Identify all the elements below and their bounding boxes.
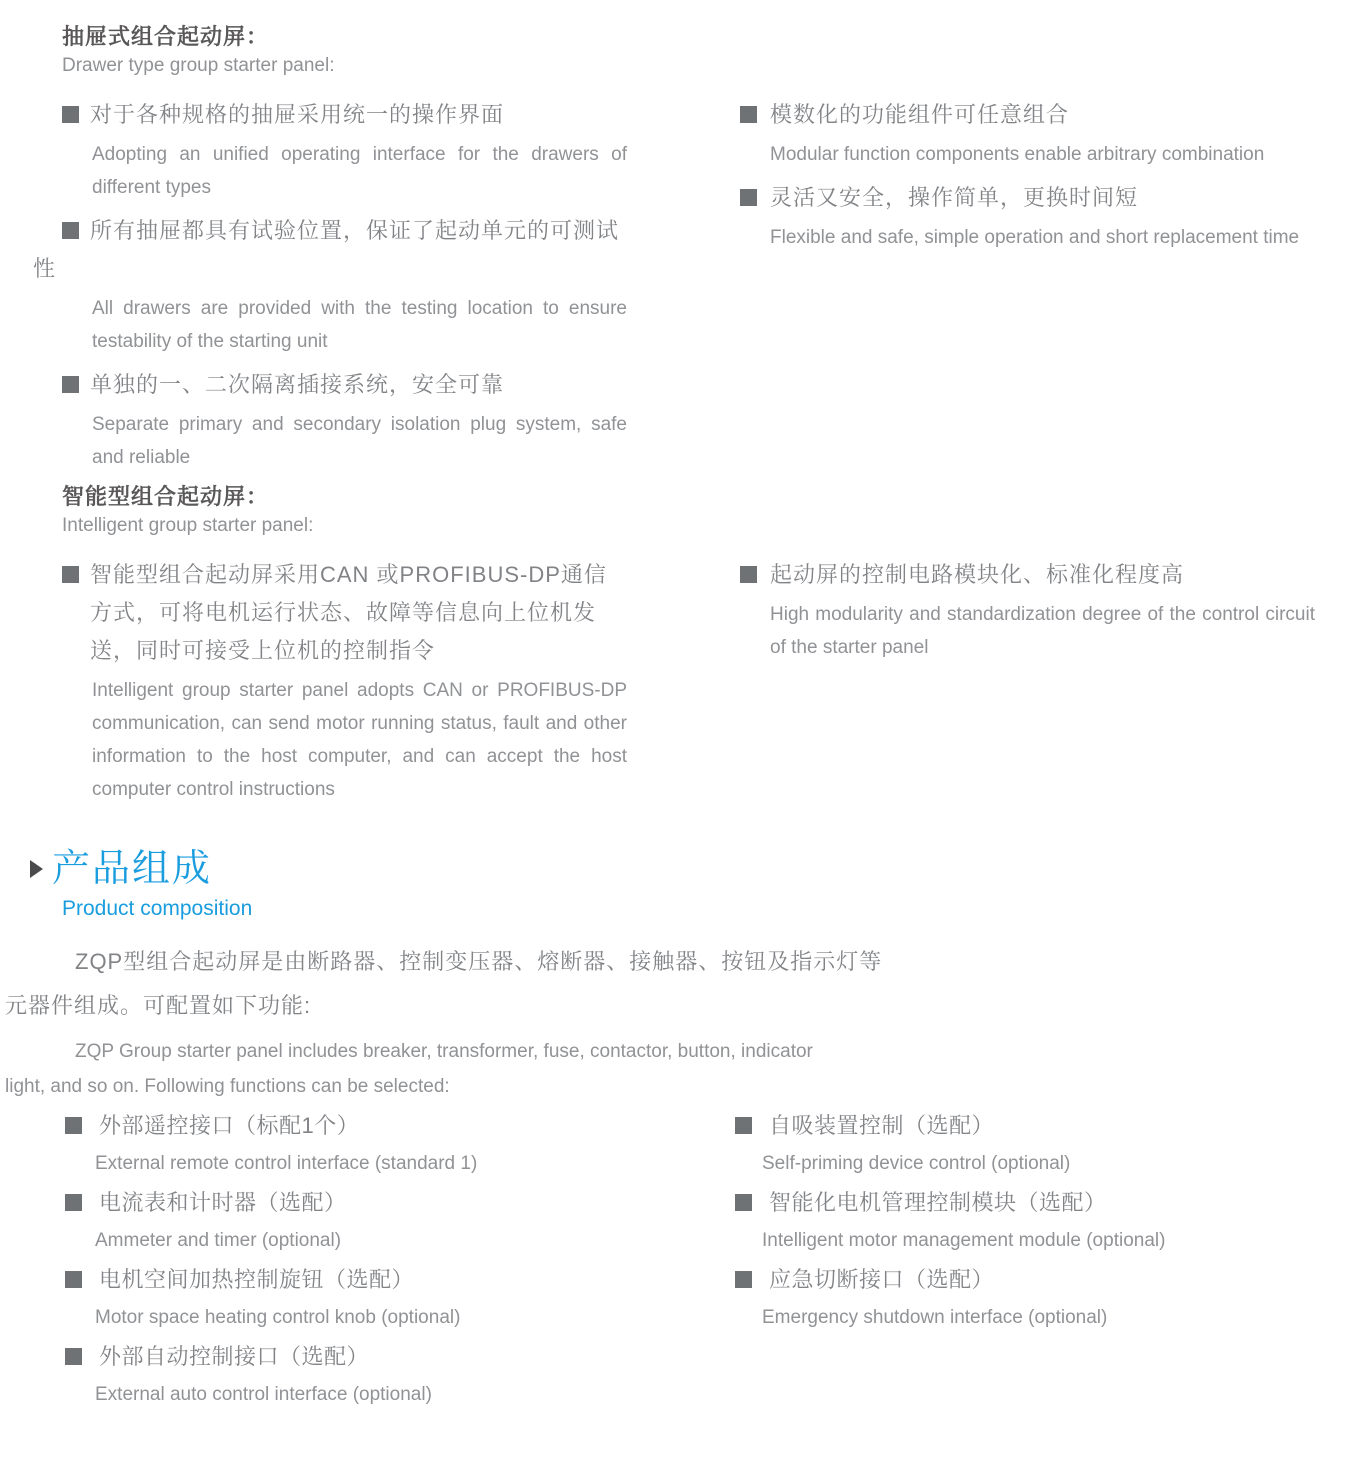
feature-text-en: Separate primary and secondary isolation plug system, safe and reliable xyxy=(92,414,627,468)
bullet-square-icon xyxy=(740,189,757,206)
bullet-square-icon xyxy=(740,566,757,583)
intro-en-line-2: light, and so on. Following functions can be selected: xyxy=(5,1076,450,1097)
feature-text-cn-value: 单独的一、二次隔离插接系统，安全可靠 xyxy=(90,372,505,397)
option-text-en: Motor space heating control knob (optional) xyxy=(95,1307,461,1328)
options-left-column xyxy=(65,1106,665,1414)
feature-item xyxy=(740,556,1315,664)
feature-item xyxy=(33,96,627,204)
option-text-en: Ammeter and timer (optional) xyxy=(95,1230,342,1251)
bullet-square-icon xyxy=(62,106,79,123)
section-intelligent xyxy=(0,482,1349,814)
intro-cn-line-2: 元器件组成。可配置如下功能: xyxy=(5,993,312,1018)
feature-item xyxy=(33,212,627,358)
feature-text-cn-value: 起动屏的控制电路模块化、标准化程度高 xyxy=(770,562,1185,587)
bullet-square-icon xyxy=(735,1117,752,1134)
bullet-square-icon xyxy=(65,1117,82,1134)
feature-text-cn xyxy=(740,556,1315,594)
option-text-cn-value: 应急切断接口（选配） xyxy=(769,1267,995,1292)
bullet-square-icon xyxy=(65,1194,82,1211)
feature-item xyxy=(33,366,627,474)
feature-text-cn xyxy=(740,179,1315,217)
feature-text-cn xyxy=(33,556,627,670)
option-text-cn-value: 电流表和计时器（选配） xyxy=(99,1190,347,1215)
composition-intro xyxy=(5,940,1349,1104)
option-item xyxy=(735,1183,1295,1260)
option-text-cn xyxy=(735,1106,1295,1145)
option-text-en: External remote control interface (standard 1) xyxy=(95,1153,478,1174)
option-text-cn-value: 外部自动控制接口（选配） xyxy=(99,1344,370,1369)
section-heading xyxy=(33,22,627,80)
bullet-square-icon xyxy=(62,222,79,239)
section-drawer-right-column xyxy=(740,22,1315,262)
section-intelligent-left-column xyxy=(33,482,627,814)
section-title-cn: 抽屉式组合起动屏： xyxy=(62,24,270,49)
option-text-cn xyxy=(735,1260,1295,1299)
bullet-square-icon xyxy=(65,1271,82,1288)
feature-text-en: High modularity and standardization degree of the control circuit of the starter panel xyxy=(770,604,1315,658)
feature-text-en: Intelligent group starter panel adopts CAN or PROFIBUS-DP communication, can send motor running status, fault and other information to the host computer, and can accept the host computer control instructions xyxy=(92,680,627,800)
option-text-cn xyxy=(65,1183,665,1222)
composition-title-en: Product composition xyxy=(62,897,253,920)
composition-option-lists xyxy=(0,1106,1349,1414)
feature-text-cn xyxy=(33,366,627,404)
section-drawer-type xyxy=(0,22,1349,482)
options-right-column xyxy=(735,1106,1295,1337)
option-text-cn-value: 外部遥控接口（标配1个） xyxy=(99,1113,360,1138)
intro-cn-line-1: ZQP型组合起动屏是由断路器、控制变压器、熔断器、接触器、按钮及指示灯等 xyxy=(75,949,883,974)
option-item xyxy=(735,1106,1295,1183)
composition-title-cn: 产品组成 xyxy=(52,848,213,890)
option-item xyxy=(735,1260,1295,1337)
option-text-cn xyxy=(735,1183,1295,1222)
brochure-page xyxy=(0,22,1349,1460)
section-heading xyxy=(33,482,627,540)
bullet-square-icon xyxy=(740,106,757,123)
option-text-cn-value: 电机空间加热控制旋钮（选配） xyxy=(99,1267,415,1292)
option-text-en: External auto control interface (optional) xyxy=(95,1384,432,1405)
section-title-en: Intelligent group starter panel: xyxy=(62,515,314,536)
option-item xyxy=(65,1337,665,1414)
option-item xyxy=(65,1183,665,1260)
option-text-cn xyxy=(65,1337,665,1376)
feature-text-cn xyxy=(33,212,627,288)
feature-text-en: Adopting an unified operating interface for the drawers of different types xyxy=(92,144,627,198)
feature-text-cn-value: 对于各种规格的抽屉采用统一的操作界面 xyxy=(90,102,505,127)
composition-heading-line xyxy=(30,846,1349,892)
composition-heading xyxy=(30,846,1349,924)
intro-en-line-1: ZQP Group starter panel includes breaker, transformer, fuse, contactor, button, indicator xyxy=(75,1041,813,1062)
option-text-cn xyxy=(65,1260,665,1299)
bullet-square-icon xyxy=(62,566,79,583)
triangle-right-icon xyxy=(30,860,43,878)
option-item xyxy=(65,1260,665,1337)
bullet-square-icon xyxy=(65,1348,82,1365)
feature-text-cn xyxy=(740,96,1315,134)
feature-item xyxy=(740,96,1315,171)
feature-text-en: Modular function components enable arbitrary combination xyxy=(770,144,1265,165)
section-title-en: Drawer type group starter panel: xyxy=(62,55,335,76)
option-item xyxy=(65,1106,665,1183)
option-text-cn-value: 智能化电机管理控制模块（选配） xyxy=(769,1190,1107,1215)
feature-text-en: Flexible and safe, simple operation and short replacement time xyxy=(770,227,1300,248)
bullet-square-icon xyxy=(62,376,79,393)
feature-text-cn-value: 所有抽屉都具有试验位置，保证了起动单元的可测试性 xyxy=(33,218,620,281)
section-drawer-left-column xyxy=(33,22,627,482)
feature-item xyxy=(740,179,1315,254)
feature-text-cn xyxy=(33,96,627,134)
option-text-cn-value: 自吸装置控制（选配） xyxy=(769,1113,995,1138)
option-text-cn xyxy=(65,1106,665,1145)
option-text-en: Intelligent motor management module (optional) xyxy=(762,1230,1166,1251)
feature-text-cn-value: 智能型组合起动屏采用CAN 或PROFIBUS-DP通信方式，可将电机运行状态、故障等信息向上位机发送，同时可接受上位机的控制指令 xyxy=(90,562,607,663)
option-text-en: Self-priming device control (optional) xyxy=(762,1153,1071,1174)
feature-text-cn-value: 灵活又安全，操作简单，更换时间短 xyxy=(770,185,1139,210)
bullet-square-icon xyxy=(735,1271,752,1288)
bullet-square-icon xyxy=(735,1194,752,1211)
section-intelligent-right-column xyxy=(740,482,1315,672)
option-text-en: Emergency shutdown interface (optional) xyxy=(762,1307,1108,1328)
feature-text-en: All drawers are provided with the testing location to ensure testability of the starting unit xyxy=(92,298,627,352)
feature-item xyxy=(33,556,627,806)
section-title-cn: 智能型组合起动屏： xyxy=(62,484,270,509)
feature-text-cn-value: 模数化的功能组件可任意组合 xyxy=(770,102,1070,127)
